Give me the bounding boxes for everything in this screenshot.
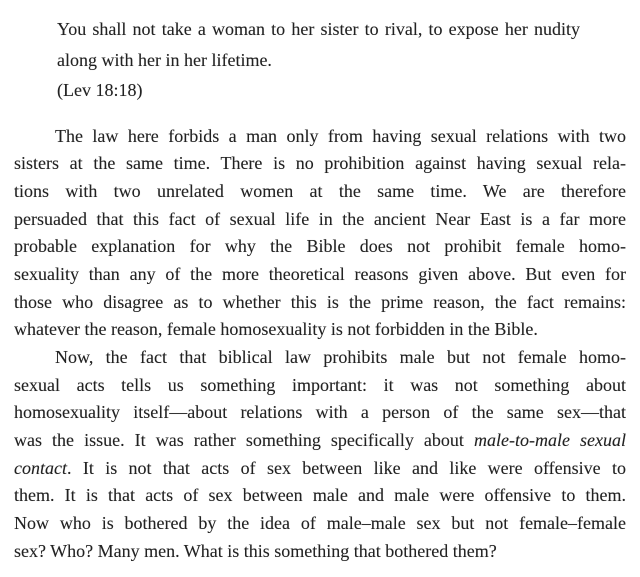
text-segment: sexuality than any of the more theoretical reasons given above. But even for xyxy=(14,263,626,284)
text-line xyxy=(14,123,626,151)
block-quote xyxy=(57,14,580,106)
text-line xyxy=(14,510,626,538)
text-line xyxy=(14,150,626,178)
text-line xyxy=(14,344,626,372)
text-segment: You shall not take a woman to her sister to rival, to expose her nudity xyxy=(57,19,580,39)
text-segment: persuaded that this fact of sexual life in the ancient Near East is a far more xyxy=(14,208,626,229)
text-segment: Now, the fact that biblical law prohibits male but not female homo- xyxy=(55,347,626,367)
text-segment: The law here forbids a man only from having sexual relations with two xyxy=(55,125,626,146)
paragraph-1 xyxy=(14,123,626,345)
paragraph-2 xyxy=(14,344,626,566)
body-text xyxy=(14,123,626,566)
text-segment: sex? Who? Many men. What is this something that bothered them? xyxy=(14,540,497,561)
text-line xyxy=(14,261,626,289)
text-line xyxy=(14,427,626,455)
text-line xyxy=(14,538,626,566)
quote-lines xyxy=(57,14,580,75)
italic-text: male-to-male sexual xyxy=(473,430,626,451)
text-segment: tions with two unrelated women at the same time. We are therefore xyxy=(14,180,626,201)
text-line xyxy=(14,206,626,234)
text-line xyxy=(14,316,626,344)
text-segment: probable explanation for why the Bible does not prohibit female homo- xyxy=(14,236,626,257)
text-segment: whatever the reason, female homosexuality is not forbidden in the Bible. xyxy=(14,319,538,340)
text-line xyxy=(14,178,626,206)
text-line xyxy=(57,45,580,76)
text-segment: them. It is that acts of sex between male and male were offensive to them. xyxy=(14,485,626,506)
text-line xyxy=(57,14,580,45)
text-line xyxy=(14,233,626,261)
text-line xyxy=(14,482,626,510)
text-line xyxy=(14,399,626,427)
text-segment: was the issue. It was rather something specifically about xyxy=(14,430,474,451)
text-line xyxy=(14,289,626,317)
text-line xyxy=(14,455,626,483)
italic-text: contact xyxy=(14,457,67,478)
text-segment: sexual acts tells us something important: it was not something about xyxy=(14,374,626,395)
text-segment: those who disagree as to whether this is the prime reason, the fact remains: xyxy=(14,291,626,312)
quote-citation: (Lev 18:18) xyxy=(57,80,143,100)
text-segment: homosexuality itself—about relations with a person of the same sex—that xyxy=(14,402,626,423)
text-segment: Now who is bothered by the idea of male–male sex but not female–female xyxy=(14,513,626,534)
text-segment: . It is not that acts of sex between like and like were offensive to xyxy=(66,457,626,478)
text-line xyxy=(14,372,626,400)
text-segment: sisters at the same time. There is no prohibition against having sexual rela- xyxy=(14,153,626,174)
text-segment: along with her in her lifetime. xyxy=(57,49,272,70)
